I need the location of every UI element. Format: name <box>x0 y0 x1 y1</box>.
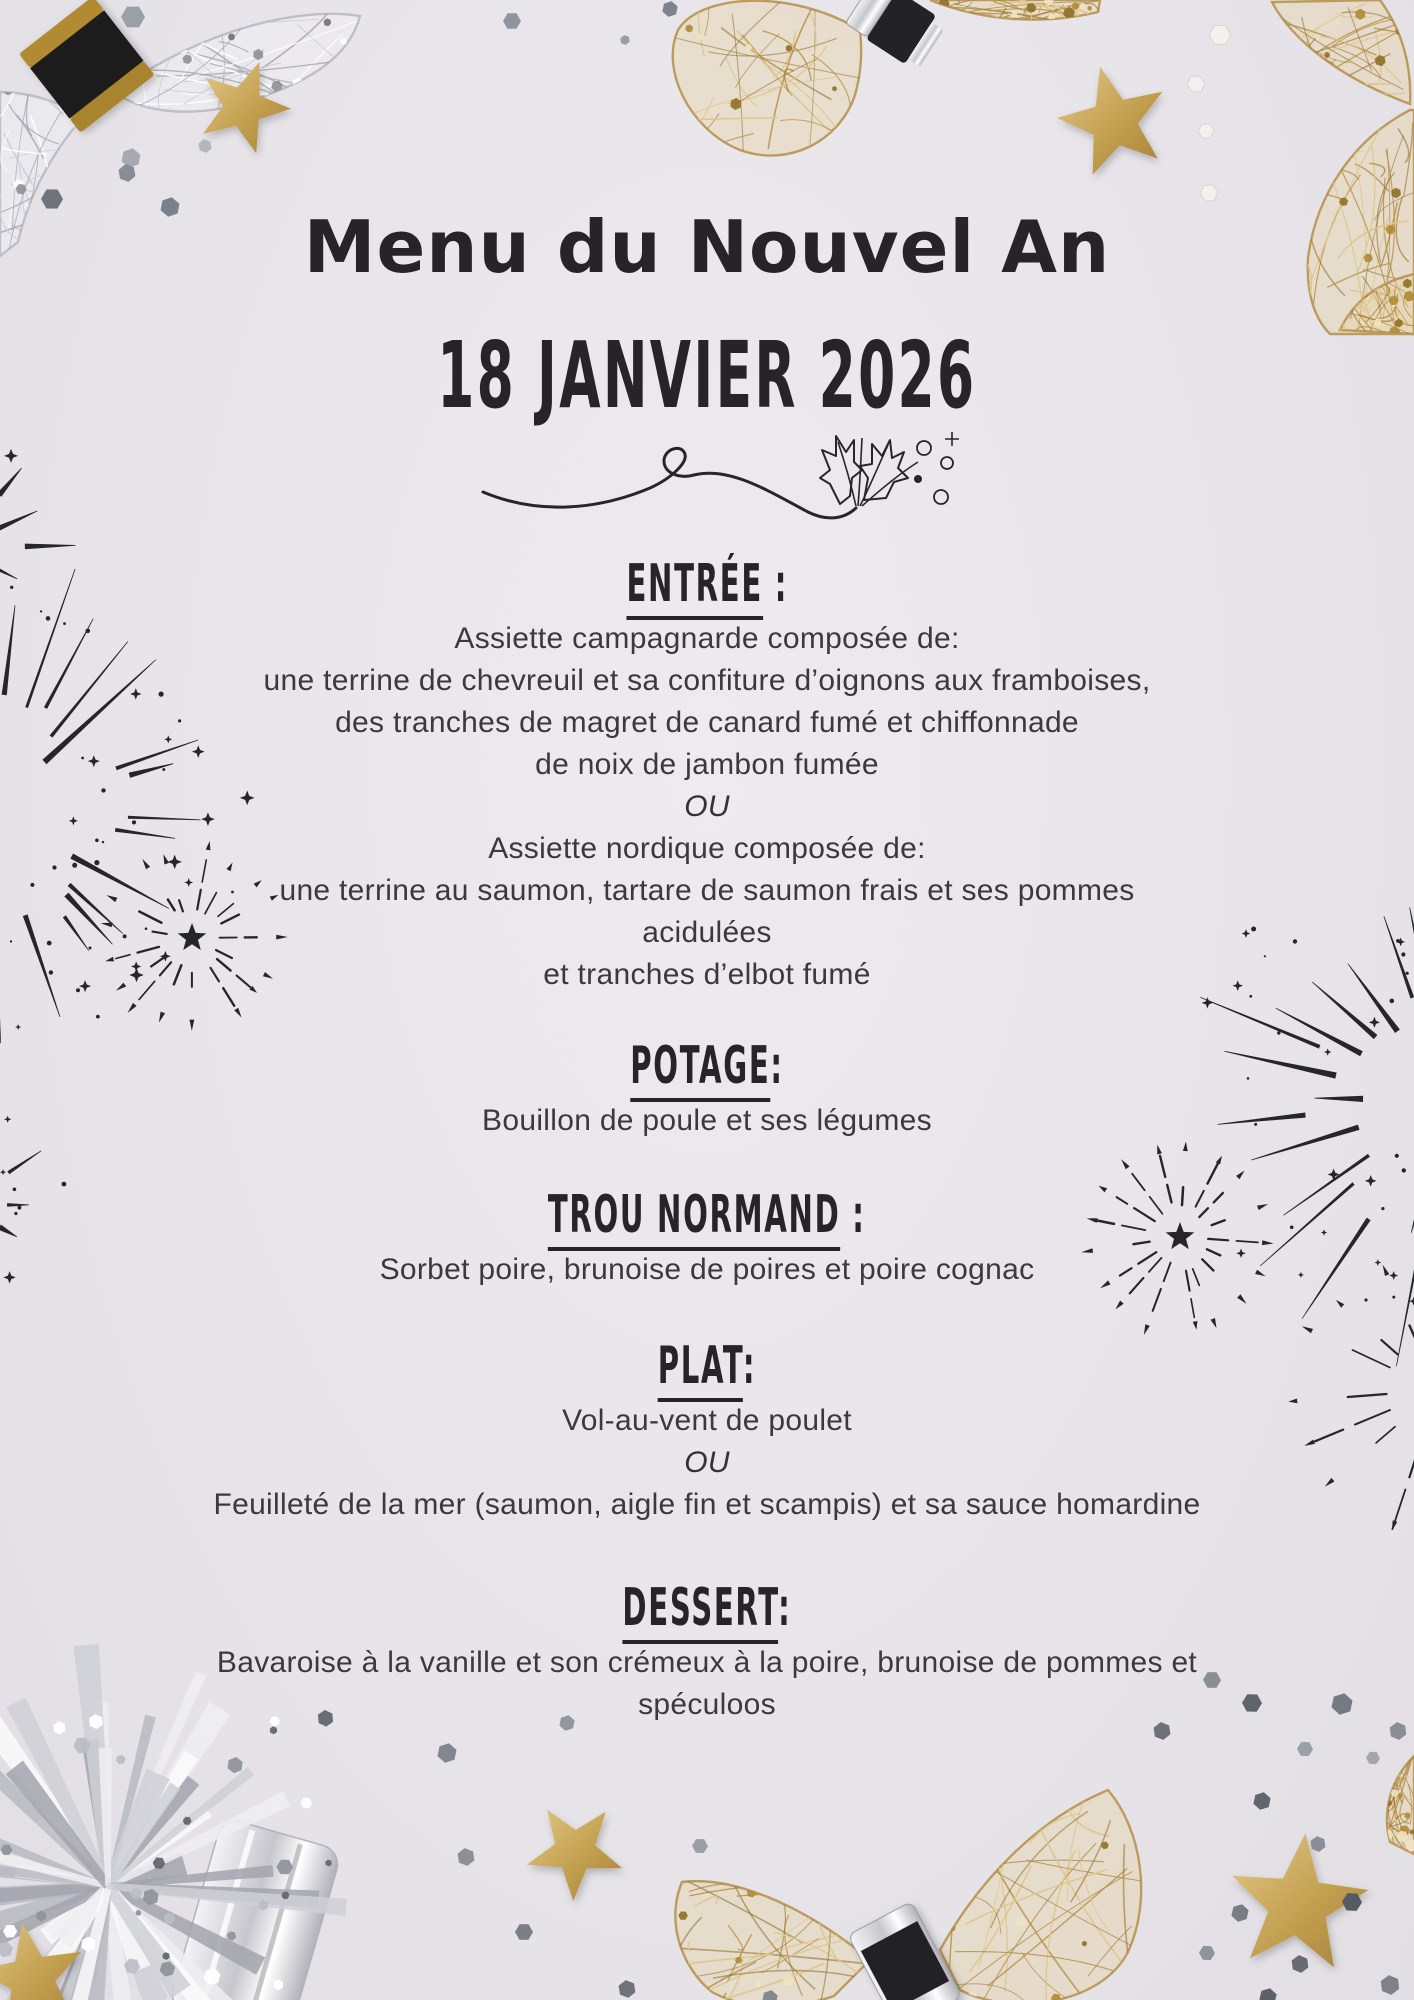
menu-line: une terrine de chevreuil et sa confiture d’oignons aux framboises, <box>263 664 1151 697</box>
menu-section-potage <box>0 1036 1414 1142</box>
section-heading-text: DESSERT <box>622 1578 778 1644</box>
menu-line: une terrine au saumon, tartare de saumon frais et ses pommes <box>279 874 1135 907</box>
section-heading-colon: : <box>840 1185 866 1245</box>
menu-line: Assiette campagnarde composée de: <box>454 622 960 655</box>
page-date-text: 18 JANVIER 2026 <box>437 322 977 429</box>
menu-section-trou-normand <box>0 1185 1414 1291</box>
section-heading-potage <box>0 1036 1414 1096</box>
menu-line: spéculoos <box>638 1688 776 1721</box>
section-heading-plat <box>0 1336 1414 1396</box>
section-heading-entree <box>0 554 1414 614</box>
menu-section-dessert <box>0 1578 1414 1726</box>
menu-line: Sorbet poire, brunoise de poires et poire cognac <box>379 1253 1035 1286</box>
menu-line: Bavaroise à la vanille et son crémeux à la poire, brunoise de pommes et <box>216 1646 1198 1679</box>
section-heading-colon: : <box>770 1036 784 1096</box>
menu-line: de noix de jambon fumée <box>535 748 879 781</box>
menu-line: et tranches d’elbot fumé <box>543 958 871 991</box>
menu-line: OU <box>684 790 730 823</box>
menu-line: Vol-au-vent de poulet <box>562 1404 852 1437</box>
section-heading-colon: : <box>762 554 788 614</box>
section-heading-dessert <box>0 1578 1414 1638</box>
section-heading-trou-normand <box>0 1185 1414 1245</box>
menu-section-plat <box>0 1336 1414 1526</box>
menu-line: des tranches de magret de canard fumé et chiffonnade <box>335 706 1079 739</box>
menu-line: Bouillon de poule et ses légumes <box>482 1104 932 1137</box>
menu-line: Assiette nordique composée de: <box>488 832 926 865</box>
section-heading-text: ENTRÉE <box>626 554 762 620</box>
section-heading-text: PLAT <box>658 1336 743 1402</box>
menu-line: Feuilleté de la mer (saumon, aigle fin et scampis) et sa sauce homardine <box>213 1488 1201 1521</box>
section-heading-colon: : <box>742 1336 757 1396</box>
section-heading-text: POTAGE <box>630 1036 770 1102</box>
menu-section-entree <box>0 554 1414 996</box>
section-heading-text: TROU NORMAND <box>548 1185 841 1251</box>
page-date <box>0 322 1414 429</box>
section-heading-colon: : <box>778 1578 792 1638</box>
page-title: Menu du Nouvel An <box>303 205 1111 289</box>
menu-line: acidulées <box>642 916 772 949</box>
menu-line: OU <box>684 1446 730 1479</box>
